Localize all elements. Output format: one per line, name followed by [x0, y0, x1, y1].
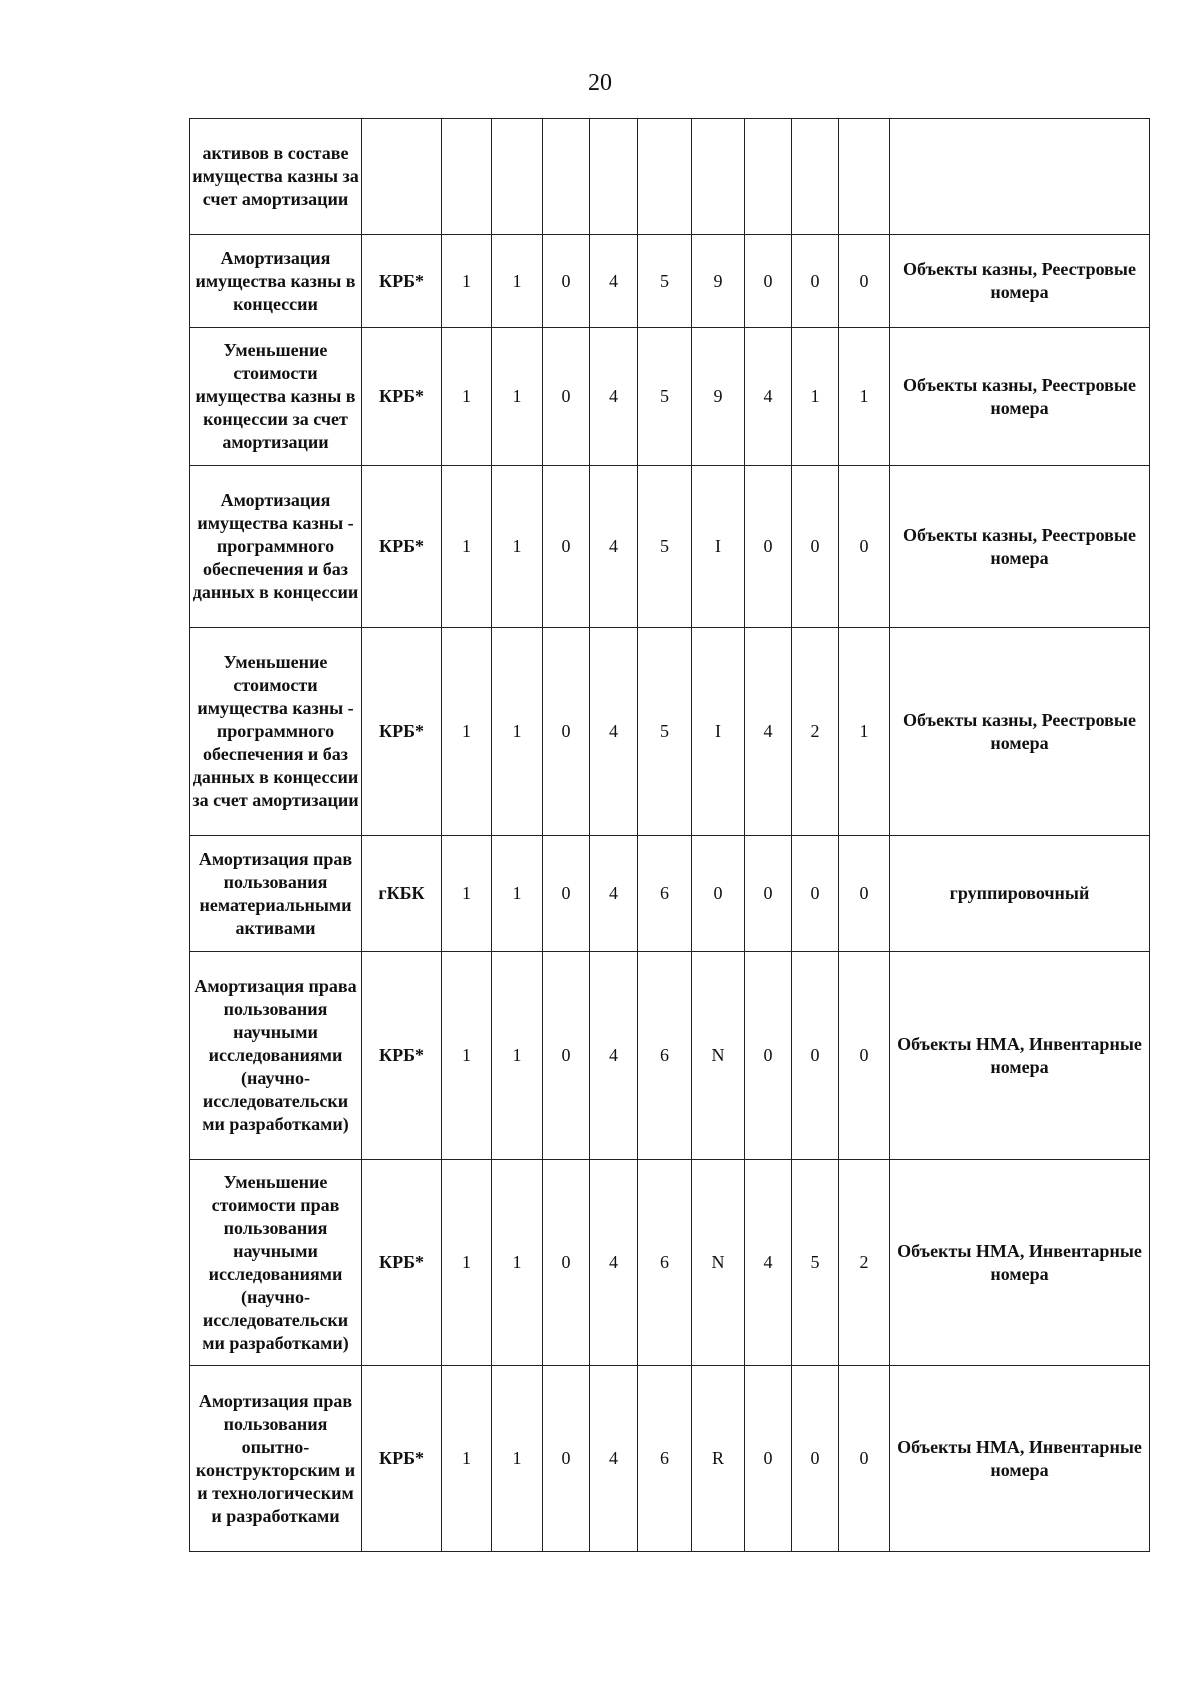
page-number: 20: [588, 70, 612, 96]
code-digit-cell: 5: [638, 466, 692, 628]
code-digit-cell: 0: [792, 952, 839, 1160]
table-row: [190, 1160, 1150, 1366]
table-row: [190, 235, 1150, 328]
account-type-cell: КРБ*: [362, 328, 442, 466]
code-digit-cell: 0: [792, 1366, 839, 1552]
code-digit-cell: 0: [543, 328, 590, 466]
table-row: [190, 952, 1150, 1160]
table-row: [190, 836, 1150, 952]
analytics-cell: Объекты казны, Реестровые номера: [890, 328, 1150, 466]
code-digit-cell: 0: [543, 1366, 590, 1552]
code-digit-cell: 1: [492, 328, 543, 466]
account-name-cell: Уменьшение стоимости имущества казны - программного обеспечения и баз данных в концессии за счет амортизации: [190, 628, 362, 836]
code-digit-cell: 0: [543, 628, 590, 836]
code-digit-cell: [745, 119, 792, 235]
code-digit-cell: [590, 119, 638, 235]
code-digit-cell: 4: [590, 628, 638, 836]
code-digit-cell: [638, 119, 692, 235]
code-digit-cell: 1: [442, 628, 492, 836]
code-digit-cell: 6: [638, 952, 692, 1160]
code-digit-cell: [792, 119, 839, 235]
account-type-cell: КРБ*: [362, 952, 442, 1160]
code-digit-cell: 4: [745, 1160, 792, 1366]
account-name-cell: Уменьшение стоимости имущества казны в концессии за счет амортизации: [190, 328, 362, 466]
code-digit-cell: [442, 119, 492, 235]
code-digit-cell: 1: [792, 328, 839, 466]
code-digit-cell: 1: [492, 235, 543, 328]
account-type-cell: КРБ*: [362, 235, 442, 328]
account-type-cell: КРБ*: [362, 1366, 442, 1552]
code-digit-cell: 1: [492, 1366, 543, 1552]
code-digit-cell: 4: [590, 1160, 638, 1366]
code-digit-cell: I: [692, 628, 745, 836]
code-digit-cell: 1: [492, 466, 543, 628]
code-digit-cell: 1: [442, 836, 492, 952]
analytics-cell: [890, 119, 1150, 235]
code-digit-cell: 6: [638, 836, 692, 952]
table-row: [190, 119, 1150, 235]
code-digit-cell: 4: [745, 628, 792, 836]
code-digit-cell: 1: [442, 328, 492, 466]
code-digit-cell: [692, 119, 745, 235]
code-digit-cell: [492, 119, 543, 235]
code-digit-cell: 1: [492, 628, 543, 836]
code-digit-cell: 0: [745, 952, 792, 1160]
code-digit-cell: 0: [792, 466, 839, 628]
code-digit-cell: 6: [638, 1366, 692, 1552]
account-name-cell: Амортизация права пользования научными исследованиями (научно-исследовательски ми разработками): [190, 952, 362, 1160]
code-digit-cell: 4: [745, 328, 792, 466]
code-digit-cell: 2: [792, 628, 839, 836]
code-digit-cell: 0: [543, 836, 590, 952]
code-digit-cell: I: [692, 466, 745, 628]
code-digit-cell: 1: [839, 328, 890, 466]
account-name-cell: Амортизация имущества казны в концессии: [190, 235, 362, 328]
code-digit-cell: 0: [692, 836, 745, 952]
account-name-cell: Уменьшение стоимости прав пользования научными исследованиями (научно-исследовательски ми разработками): [190, 1160, 362, 1366]
code-digit-cell: 5: [638, 235, 692, 328]
code-digit-cell: 4: [590, 952, 638, 1160]
code-digit-cell: 1: [492, 952, 543, 1160]
code-digit-cell: 0: [745, 1366, 792, 1552]
code-digit-cell: 0: [543, 466, 590, 628]
code-digit-cell: 1: [442, 952, 492, 1160]
account-name-cell: активов в составе имущества казны за счет амортизации: [190, 119, 362, 235]
code-digit-cell: 4: [590, 836, 638, 952]
code-digit-cell: 1: [442, 1160, 492, 1366]
account-type-cell: [362, 119, 442, 235]
table-row: [190, 1366, 1150, 1552]
analytics-cell: Объекты НМА, Инвентарные номера: [890, 952, 1150, 1160]
code-digit-cell: 4: [590, 1366, 638, 1552]
analytics-cell: Объекты казны, Реестровые номера: [890, 235, 1150, 328]
table-row: [190, 328, 1150, 466]
code-digit-cell: 0: [543, 952, 590, 1160]
analytics-cell: Объекты казны, Реестровые номера: [890, 628, 1150, 836]
code-digit-cell: 0: [792, 235, 839, 328]
account-type-cell: КРБ*: [362, 628, 442, 836]
account-type-cell: гКБК: [362, 836, 442, 952]
code-digit-cell: N: [692, 1160, 745, 1366]
analytics-cell: Объекты НМА, Инвентарные номера: [890, 1366, 1150, 1552]
code-digit-cell: 6: [638, 1160, 692, 1366]
table-row: [190, 466, 1150, 628]
code-digit-cell: 2: [839, 1160, 890, 1366]
account-name-cell: Амортизация прав пользования опытно-конструкторским и и технологическим и разработками: [190, 1366, 362, 1552]
code-digit-cell: 5: [638, 628, 692, 836]
code-digit-cell: 0: [543, 1160, 590, 1366]
code-digit-cell: 0: [839, 235, 890, 328]
code-digit-cell: 1: [839, 628, 890, 836]
code-digit-cell: 1: [442, 466, 492, 628]
code-digit-cell: 1: [492, 836, 543, 952]
table-row: [190, 628, 1150, 836]
analytics-cell: Объекты казны, Реестровые номера: [890, 466, 1150, 628]
account-name-cell: Амортизация имущества казны - программного обеспечения и баз данных в концессии: [190, 466, 362, 628]
code-digit-cell: R: [692, 1366, 745, 1552]
code-digit-cell: 4: [590, 328, 638, 466]
code-digit-cell: 1: [492, 1160, 543, 1366]
code-digit-cell: 0: [543, 235, 590, 328]
code-digit-cell: 0: [745, 466, 792, 628]
code-digit-cell: 0: [839, 466, 890, 628]
code-digit-cell: 0: [745, 235, 792, 328]
code-digit-cell: N: [692, 952, 745, 1160]
code-digit-cell: 1: [442, 235, 492, 328]
code-digit-cell: 0: [745, 836, 792, 952]
account-table: [189, 118, 1150, 1552]
account-type-cell: КРБ*: [362, 1160, 442, 1366]
account-name-cell: Амортизация прав пользования нематериальными активами: [190, 836, 362, 952]
code-digit-cell: 9: [692, 235, 745, 328]
code-digit-cell: 0: [839, 1366, 890, 1552]
code-digit-cell: 0: [792, 836, 839, 952]
code-digit-cell: 4: [590, 235, 638, 328]
analytics-cell: Объекты НМА, Инвентарные номера: [890, 1160, 1150, 1366]
code-digit-cell: 0: [839, 836, 890, 952]
code-digit-cell: 0: [839, 952, 890, 1160]
code-digit-cell: [543, 119, 590, 235]
code-digit-cell: 5: [792, 1160, 839, 1366]
code-digit-cell: 1: [442, 1366, 492, 1552]
code-digit-cell: 9: [692, 328, 745, 466]
analytics-cell: группировочный: [890, 836, 1150, 952]
code-digit-cell: 5: [638, 328, 692, 466]
code-digit-cell: [839, 119, 890, 235]
code-digit-cell: 4: [590, 466, 638, 628]
account-type-cell: КРБ*: [362, 466, 442, 628]
